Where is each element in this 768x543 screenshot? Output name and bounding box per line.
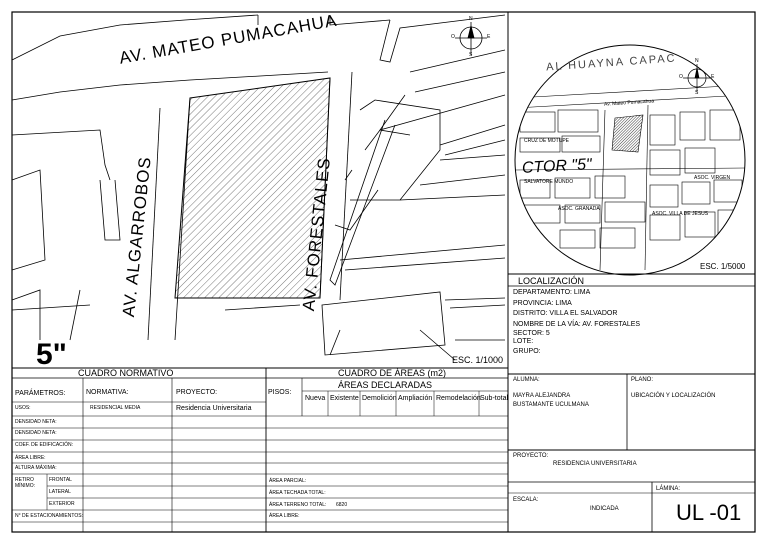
- localizacion-line-4: NOMBRE DE LA VÍA: AV. FORESTALES: [513, 321, 641, 328]
- north-n-main: N: [469, 16, 473, 22]
- street-map: [12, 15, 505, 360]
- plano-label: PLANO:: [631, 377, 654, 383]
- street-label-top: AV. MATEO PUMACAHUA: [117, 10, 339, 68]
- circle-label-5: ASOC. VIRGEN: [694, 175, 731, 181]
- circle-sector-label: CTOR "5": [521, 156, 593, 177]
- lamina-value: UL -01: [676, 500, 742, 525]
- areas-declaradas: ÁREAS DECLARADAS: [338, 380, 433, 390]
- col-subtotal: Sub-total: [480, 395, 509, 402]
- proyecto-row-1: Residencia Universitaria: [176, 405, 252, 412]
- localizacion-line-7: GRUPO:: [513, 348, 541, 355]
- param-row-4: COEF. DE EDIFICACIÓN:: [15, 442, 74, 448]
- circle-label-4: ASOC. VILLA DE JESUS: [652, 211, 709, 217]
- param-row-1: USOS:: [15, 405, 31, 411]
- retiro-frontal: FRONTAL: [49, 477, 72, 483]
- circle-label-3: ASOC. GRANADA: [558, 206, 600, 212]
- norma-row-1: RESIDENCIAL MEDIA: [90, 405, 141, 411]
- street-label-right: AV. FORESTALES: [299, 156, 335, 312]
- header-parametros: PARÁMETROS:: [15, 390, 66, 397]
- north-o-circle: O: [679, 74, 683, 80]
- alumna-label: ALUMNA:: [513, 377, 540, 383]
- param-row-3: DENSIDAD NETA:: [15, 430, 57, 436]
- param-row-5: ÁREA LIBRE:: [15, 455, 46, 461]
- escala-label: ESCALA:: [513, 497, 539, 503]
- col-existente: Existente: [330, 395, 359, 402]
- circle-scale: ESC. 1/5000: [700, 262, 746, 271]
- map-scale: ESC. 1/1000: [452, 355, 504, 365]
- pisos-label: PISOS:: [268, 389, 292, 396]
- header-normativa: NORMATIVA:: [86, 389, 129, 396]
- alumna-name-1: MAYRA ALEJANDRA: [513, 393, 571, 399]
- area-libre: ÁREA LIBRE:: [269, 513, 300, 519]
- col-ampliacion: Ampliación: [398, 395, 433, 402]
- lamina-label: LÁMINA:: [656, 486, 681, 492]
- area-terreno: ÁREA TERRENO TOTAL:: [269, 502, 327, 508]
- col-remodelacion: Remodelación: [436, 395, 481, 402]
- north-n-circle: N: [695, 58, 699, 64]
- north-e-main: E: [487, 34, 491, 40]
- col-nueva: Nueva: [305, 395, 326, 402]
- north-arrow-main: [455, 22, 487, 55]
- north-s-circle: S: [695, 90, 699, 96]
- col-demolicion: Demolición: [362, 395, 397, 402]
- sector-label-fragment: 5": [36, 340, 67, 368]
- street-label-left: AV. ALGARROBOS: [119, 155, 155, 318]
- localizacion-line-5: SECTOR: 5: [513, 330, 550, 337]
- localizacion-line-3: DISTRITO: VILLA EL SALVADOR: [513, 310, 618, 317]
- area-techada: ÁREA TECHADA TOTAL:: [269, 490, 326, 496]
- escala-value: INDICADA: [590, 506, 619, 512]
- alumna-name-2: BUSTAMANTE UCULMANA: [513, 402, 589, 408]
- retiro-lateral: LATERAL: [49, 489, 71, 495]
- proyecto-value: RESIDENCIA UNIVERSITARIA: [553, 461, 637, 467]
- proyecto-label: PROYECTO:: [513, 453, 549, 459]
- area-terreno-value: 6820: [336, 502, 348, 508]
- area-parcial: ÁREA PARCIAL:: [269, 478, 307, 484]
- param-row-2: DENSIDAD NETA:: [15, 419, 57, 425]
- localizacion-line-6: LOTE:: [513, 338, 534, 345]
- circle-avenue-top: AL HUAYNA CAPAC: [545, 52, 677, 74]
- plano-value: UBICACIÓN Y LOCALIZACIÓN: [631, 393, 716, 399]
- north-s-main: S: [469, 52, 473, 58]
- circle-label-2: SALVATORE MUNDO: [524, 179, 574, 185]
- localizacion-line-1: DEPARTAMENTO: LIMA: [513, 289, 591, 296]
- cuadro-normativo-title: CUADRO NORMATIVO: [78, 368, 174, 378]
- cuadro-areas-title: CUADRO DE ÁREAS (m2): [338, 368, 447, 378]
- param-row-6: ALTURA MÁXIMA:: [15, 465, 57, 471]
- localizacion-line-2: PROVINCIA: LIMA: [513, 300, 572, 307]
- estacionamientos-label: N° DE ESTACIONAMIENTOS:: [15, 513, 83, 519]
- circle-avenue-small: Av. Mateo Pumacahua: [603, 98, 655, 108]
- north-e-circle: E: [711, 74, 715, 80]
- retiro-label: RETIRO MÍNIMO:: [15, 477, 35, 489]
- circle-label-1: CRUZ DE MOTUPE: [524, 138, 569, 144]
- north-o-main: O: [451, 34, 455, 40]
- localizacion-title: LOCALIZACIÓN: [518, 276, 585, 286]
- header-proyecto: PROYECTO:: [176, 389, 218, 396]
- retiro-exterior: EXTERIOR: [49, 501, 75, 507]
